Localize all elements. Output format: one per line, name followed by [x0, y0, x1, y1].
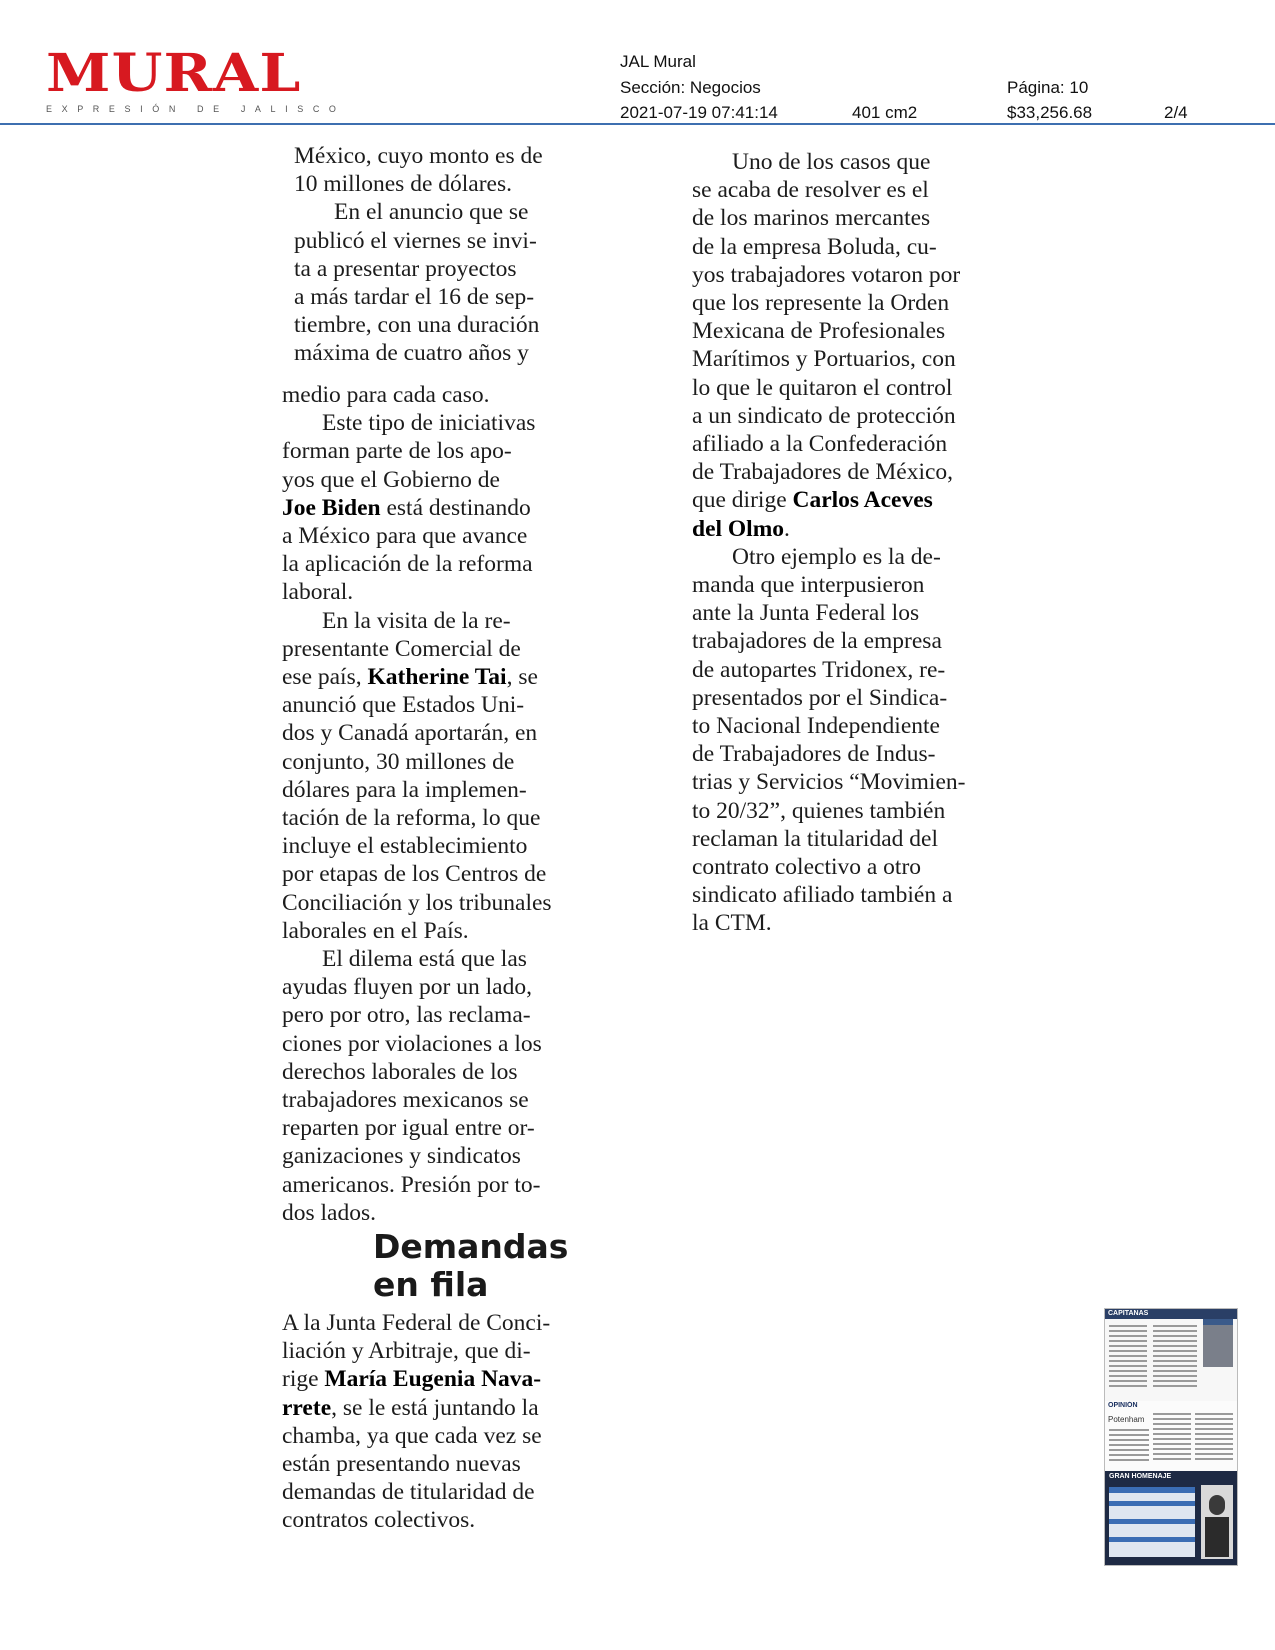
text-line: a más tardar el 16 de sep- [294, 284, 535, 311]
text-line: están presentando nuevas [282, 1451, 521, 1478]
text-line: Este tipo de iniciativas [322, 410, 536, 437]
text-line: Marítimos y Portuarios, con [692, 346, 956, 373]
text-line: Otro ejemplo es la de- [732, 543, 941, 570]
text-line: demandas de titularidad de [282, 1479, 535, 1506]
text-line: laborales en el País. [282, 917, 469, 944]
text-line: Mexicana de Profesionales [692, 318, 946, 345]
thumb-photo [1203, 1323, 1233, 1367]
text-line: liación y Arbitraje, que di- [282, 1338, 531, 1365]
header-rule [0, 123, 1275, 125]
text-line: máxima de cuatro años y [294, 340, 529, 367]
text-line: to Nacional Independiente [692, 713, 940, 740]
text-line: rrete, se le está juntando la [282, 1394, 539, 1421]
thumb-label: GRAN HOMENAJE [1109, 1473, 1172, 1480]
text-line: que los represente la Orden [692, 290, 950, 317]
text-line: ta a presentar proyectos [294, 255, 517, 282]
section-label: Sección: Negocios [620, 78, 761, 97]
datetime: 2021-07-19 07:41:14 [620, 103, 778, 122]
thumb-panel-middle [1105, 1401, 1237, 1471]
person-name-navarrete: María Eugenia Nava- [324, 1366, 542, 1393]
text-line: a un sindicato de protección [692, 402, 956, 429]
text-line: contrato colectivo a otro [692, 854, 922, 881]
text-line: la aplicación de la reforma [282, 551, 533, 578]
text-line: que dirige Carlos Aceves [692, 487, 933, 514]
text-line: ante la Junta Federal los [692, 600, 920, 627]
text-line: reclaman la titularidad del [692, 825, 938, 852]
text-line: sindicato afiliado también a [692, 882, 953, 909]
text-line: se acaba de resolver es el [692, 177, 929, 204]
text-line: Uno de los casos que [732, 149, 931, 175]
logo-tagline: EXPRESIÓN DE JALISCO [46, 104, 346, 114]
text-line: de la empresa Boluda, cu- [692, 233, 937, 260]
text-line: la CTM. [692, 910, 772, 937]
text-line: conjunto, 30 millones de [282, 748, 515, 775]
subhead-demandas: Demandas en fila [373, 1227, 569, 1304]
mural-logo [46, 43, 346, 114]
text-line: de autopartes Tridonex, re- [692, 656, 946, 683]
logo-wordmark: MURAL [46, 43, 302, 104]
thumb-label: CAPITANAS [1108, 1310, 1149, 1317]
person-name-biden: Joe Biden [282, 494, 381, 521]
text-line: derechos laborales de los [282, 1058, 518, 1085]
text-line: ese país, Katherine Tai, se [282, 664, 538, 691]
text-line: Joe Biden está destinando [282, 494, 531, 521]
text-line: contratos colectivos. [282, 1507, 476, 1534]
ad-value: $33,256.68 [1007, 103, 1093, 122]
page-thumbnail[interactable] [1104, 1308, 1238, 1566]
text-line: medio para cada caso. [282, 382, 490, 408]
text-line: presentante Comercial de [282, 635, 521, 662]
page-number: Página: 10 [1007, 78, 1089, 97]
area: 401 cm2 [852, 103, 918, 122]
text-line: yos que el Gobierno de [282, 466, 500, 493]
text-line: México, cuyo monto es de [294, 143, 543, 169]
column-1-bottom [282, 1309, 612, 1535]
text-line: trabajadores mexicanos se [282, 1087, 529, 1114]
thumb-panel-bottom [1105, 1471, 1237, 1565]
text-line: laboral. [282, 579, 354, 606]
text-line: incluye el establecimiento [282, 833, 528, 860]
text-line: El dilema está que las [322, 946, 527, 973]
text-line: anunció que Estados Uni- [282, 692, 525, 719]
text-line: lo que le quitaron el control [692, 374, 953, 401]
text-line: A la Junta Federal de Conci- [282, 1310, 551, 1336]
column-2 [692, 148, 1022, 938]
text-line: 10 millones de dólares. [294, 171, 512, 198]
thumb-photo-caption [1203, 1319, 1233, 1325]
text-line: to 20/32”, quienes también [692, 797, 946, 824]
text-line: americanos. Presión por to- [282, 1171, 541, 1198]
person-name-aceves: Carlos Aceves [792, 487, 933, 514]
text-line: dos y Canadá aportarán, en [282, 720, 538, 747]
page-count: 2/4 [1164, 103, 1188, 122]
text-line: forman parte de los apo- [282, 438, 512, 465]
person-name-tai: Katherine Tai [367, 664, 507, 691]
text-line: manda que interpusieron [692, 572, 925, 599]
text-line: tiembre, con una duración [294, 312, 540, 339]
text-line: ayudas fluyen por un lado, [282, 974, 532, 1001]
thumb-label: Potenham [1108, 1415, 1145, 1424]
text-line: trias y Servicios “Movimien- [692, 769, 966, 796]
text-line: afiliado a la Confederación [692, 431, 948, 458]
text-line: de Trabajadores de México, [692, 459, 954, 486]
text-line: tación de la reforma, lo que [282, 805, 541, 832]
thumb-label: OPINIÓN [1108, 1402, 1138, 1409]
text-line: rige María Eugenia Nava- [282, 1366, 542, 1393]
text-line: de los marinos mercantes [692, 205, 931, 232]
text-line: ciones por violaciones a los [282, 1030, 542, 1057]
text-line: chamba, ya que cada vez se [282, 1422, 542, 1449]
text-line: En la visita de la re- [322, 607, 511, 634]
text-line: yos trabajadores votaron por [692, 261, 961, 288]
text-line: En el anuncio que se [334, 199, 529, 226]
text-line: a México para que avance [282, 523, 528, 550]
text-line: dólares para la implemen- [282, 776, 527, 803]
text-line: reparten por igual entre or- [282, 1115, 535, 1142]
text-line: ganizaciones y sindicatos [282, 1143, 521, 1170]
text-line: publicó el viernes se invi- [294, 227, 537, 254]
text-line: presentados por el Sindica- [692, 684, 948, 711]
column-1-main [282, 381, 612, 1227]
column-1-top [294, 142, 614, 368]
text-line: por etapas de los Centros de [282, 861, 547, 888]
text-line: dos lados. [282, 1199, 376, 1226]
text-line: Conciliación y los tribunales [282, 889, 552, 916]
text-line: de Trabajadores de Indus- [692, 741, 936, 768]
text-line: del Olmo. [692, 515, 790, 542]
text-line: trabajadores de la empresa [692, 628, 942, 655]
text-line: pero por otro, las reclama- [282, 1002, 531, 1029]
thumb-panel-top [1105, 1309, 1237, 1401]
publication-name: JAL Mural [620, 52, 696, 71]
